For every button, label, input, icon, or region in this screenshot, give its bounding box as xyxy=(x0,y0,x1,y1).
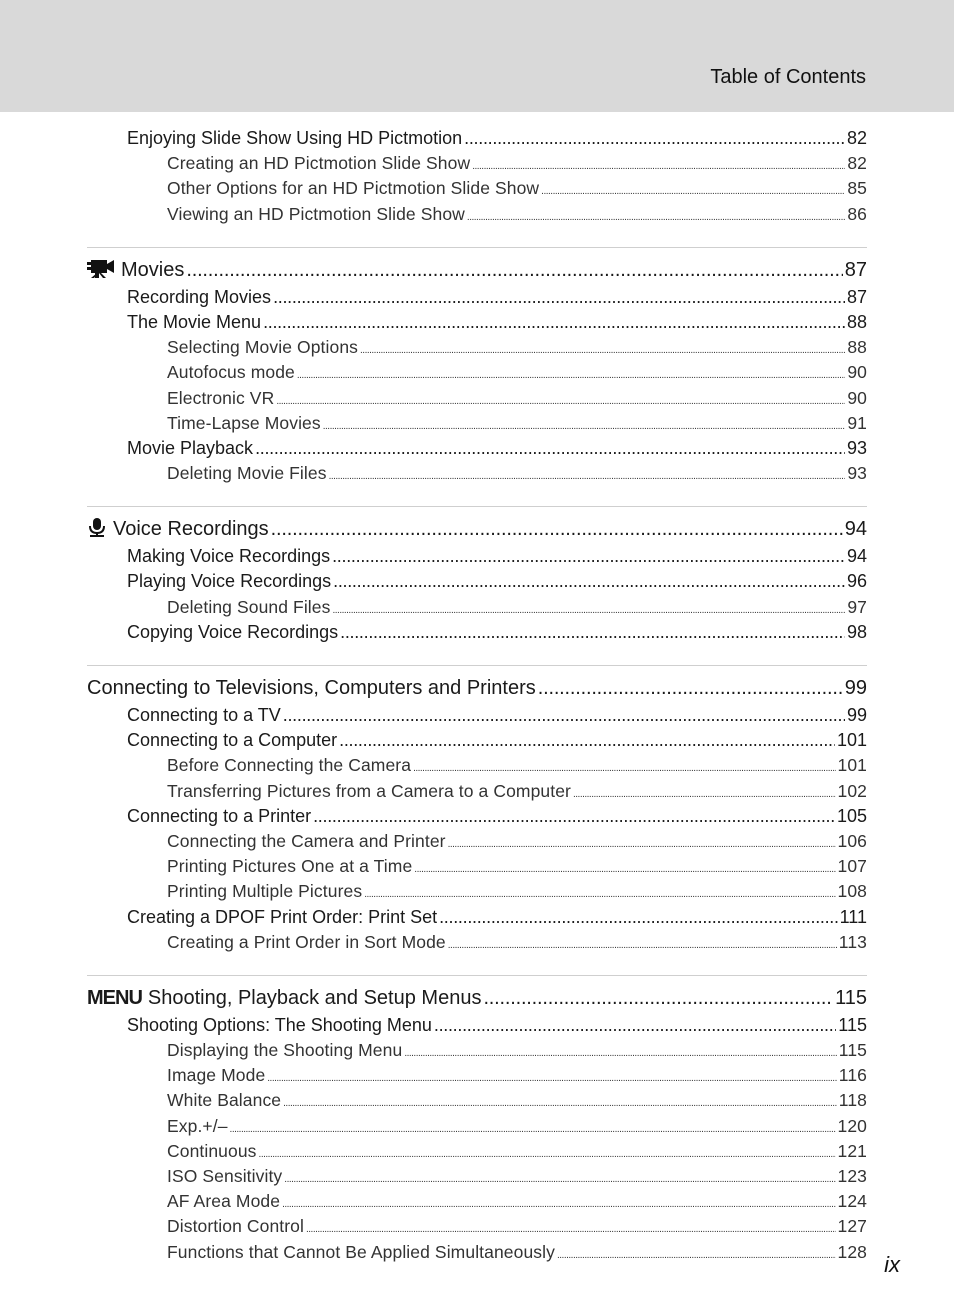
toc-entry-title: Playing Voice Recordings xyxy=(127,571,332,592)
toc-entry[interactable] xyxy=(87,202,867,227)
dot-leader xyxy=(186,256,842,285)
toc-entry-title: Copying Voice Recordings xyxy=(127,621,339,642)
toc-entry-page: 107 xyxy=(837,856,867,877)
dot-leader xyxy=(297,360,845,385)
toc-entry-page: 90 xyxy=(847,362,867,383)
toc-entry[interactable] xyxy=(87,753,867,778)
toc-entry-title: Voice Recordings xyxy=(113,518,269,541)
dot-leader xyxy=(306,1214,836,1239)
toc-entry-title: Autofocus mode xyxy=(167,362,295,383)
toc-entry[interactable] xyxy=(87,779,867,804)
toc-entry-page: 88 xyxy=(847,337,867,358)
toc-entry-page: 91 xyxy=(847,412,867,433)
dot-leader xyxy=(467,202,845,227)
dot-leader xyxy=(271,515,843,544)
toc-entry-title: Creating a Print Order in Sort Mode xyxy=(167,931,446,952)
toc-entry-title: Exp.+/– xyxy=(167,1115,228,1136)
toc-entry[interactable] xyxy=(87,126,867,151)
toc-entry-title: Deleting Sound Files xyxy=(167,596,331,617)
toc-entry[interactable] xyxy=(87,728,867,753)
toc-entry-title: Other Options for an HD Pictmotion Slide Show xyxy=(167,178,540,199)
dot-leader xyxy=(339,728,835,753)
toc-entry-page: 101 xyxy=(836,730,867,751)
toc-entry[interactable] xyxy=(87,436,867,461)
page-number: ix xyxy=(884,1252,900,1277)
toc-entry-page: 86 xyxy=(847,203,867,224)
toc-entry-title: Movie Playback xyxy=(127,437,254,458)
toc-entry-page: 101 xyxy=(837,755,867,776)
dot-leader xyxy=(413,753,835,778)
toc-entry[interactable] xyxy=(87,515,867,544)
toc-entry[interactable] xyxy=(87,569,867,594)
toc-entry[interactable] xyxy=(87,360,867,385)
dot-leader xyxy=(230,1114,836,1139)
toc-entry-page: 94 xyxy=(846,546,867,567)
toc-entry[interactable] xyxy=(87,1164,867,1189)
toc-entry-title: Viewing an HD Pictmotion Slide Show xyxy=(167,203,465,224)
dot-leader xyxy=(323,411,846,436)
section-divider xyxy=(87,975,867,976)
toc-entry-title: Shooting, Playback and Setup Menus xyxy=(147,986,482,1009)
toc-entry[interactable] xyxy=(87,411,867,436)
movie-camera-icon xyxy=(87,256,115,285)
toc-entry[interactable] xyxy=(87,829,867,854)
toc-entry[interactable] xyxy=(87,854,867,879)
toc-entry-page: 90 xyxy=(847,387,867,408)
toc-entry-page: 93 xyxy=(846,437,867,458)
toc-entry[interactable] xyxy=(87,256,867,285)
section-divider xyxy=(87,506,867,507)
toc-entry[interactable] xyxy=(87,703,867,728)
toc-entry-page: 98 xyxy=(846,621,867,642)
toc-entry[interactable] xyxy=(87,595,867,620)
toc-entry-title: AF Area Mode xyxy=(167,1191,281,1212)
toc-entry-page: 115 xyxy=(835,986,867,1009)
toc-entry-title: Functions that Cannot Be Applied Simultaneously xyxy=(167,1241,555,1262)
toc-entry-title: ISO Sensitivity xyxy=(167,1166,283,1186)
dot-leader xyxy=(333,569,845,594)
dot-leader xyxy=(283,1088,837,1113)
toc-entry[interactable] xyxy=(87,905,867,930)
toc-entry-page: 124 xyxy=(837,1191,867,1212)
toc-entry-page: 99 xyxy=(846,705,867,725)
toc-entry[interactable] xyxy=(87,310,867,335)
dot-leader xyxy=(434,1013,836,1038)
toc-entry[interactable] xyxy=(87,984,867,1013)
dot-leader xyxy=(448,930,837,955)
section-divider xyxy=(87,665,867,666)
toc-entry[interactable] xyxy=(87,674,867,703)
dot-leader xyxy=(414,854,835,879)
dot-leader xyxy=(332,595,845,620)
toc-entry-page: 127 xyxy=(837,1216,867,1237)
toc-entry-title: Time-Lapse Movies xyxy=(167,412,321,433)
toc-entry-page: 123 xyxy=(837,1166,867,1186)
toc-entry-title: Movies xyxy=(121,258,185,281)
dot-leader xyxy=(255,436,845,461)
toc-entry[interactable] xyxy=(87,1013,867,1038)
dot-leader xyxy=(276,386,845,411)
toc-entry-title: Transferring Pictures from a Camera to a Computer xyxy=(167,780,571,801)
toc-entry-page: 121 xyxy=(837,1140,867,1161)
toc-entry-page: 115 xyxy=(838,1014,867,1035)
toc-entry[interactable] xyxy=(87,620,867,645)
toc-entry-page: 88 xyxy=(846,311,867,332)
toc-entry-title: Printing Pictures One at a Time xyxy=(167,856,413,877)
toc-entry[interactable] xyxy=(87,285,867,310)
toc-entry[interactable] xyxy=(87,879,867,904)
dot-leader xyxy=(282,1189,835,1214)
toc-entry-page: 85 xyxy=(847,178,867,199)
toc-entry-title: Connecting to Televisions, Computers and Printers xyxy=(87,677,536,699)
microphone-icon xyxy=(87,515,107,544)
toc-entry-page: 113 xyxy=(838,931,867,952)
toc-entry-title: Making Voice Recordings xyxy=(127,546,331,567)
section-divider xyxy=(87,247,867,248)
toc-entry-title: Continuous xyxy=(167,1140,257,1161)
toc-entry-title: Enjoying Slide Show Using HD Pictmotion xyxy=(127,128,463,148)
dot-leader xyxy=(364,879,835,904)
dot-leader xyxy=(448,829,836,854)
toc-entry[interactable] xyxy=(87,461,867,486)
toc-entry[interactable] xyxy=(87,1240,867,1265)
toc-entry[interactable] xyxy=(87,1139,867,1164)
dot-leader xyxy=(472,151,845,176)
dot-leader xyxy=(573,779,836,804)
dot-leader xyxy=(284,1164,835,1189)
toc-entry-page: 82 xyxy=(846,128,867,148)
toc-entry-page: 115 xyxy=(838,1040,867,1061)
toc-entry-title: Shooting Options: The Shooting Menu xyxy=(127,1014,432,1035)
toc-entry-page: 120 xyxy=(837,1115,867,1136)
dot-leader xyxy=(538,674,843,703)
toc-entry-page: 82 xyxy=(847,153,867,174)
toc-entry-page: 99 xyxy=(844,677,867,699)
toc-entry-page: 93 xyxy=(847,463,867,484)
toc-entry[interactable] xyxy=(87,1189,867,1214)
dot-leader xyxy=(464,126,845,151)
table-of-contents xyxy=(87,126,867,1265)
header-band xyxy=(0,0,954,112)
dot-leader xyxy=(340,620,845,645)
toc-entry-title: Distortion Control xyxy=(167,1216,304,1237)
dot-leader xyxy=(439,905,838,930)
dot-leader xyxy=(329,461,846,486)
toc-entry[interactable] xyxy=(87,386,867,411)
toc-entry-title: Creating an HD Pictmotion Slide Show xyxy=(167,153,471,174)
dot-leader xyxy=(332,544,845,569)
toc-entry[interactable] xyxy=(87,804,867,829)
toc-entry-title: Connecting to a TV xyxy=(127,705,281,725)
dot-leader xyxy=(360,335,845,360)
menu-icon: MENU xyxy=(87,986,142,1009)
toc-entry[interactable] xyxy=(87,1038,867,1063)
toc-entry-page: 97 xyxy=(847,596,867,617)
toc-entry-page: 94 xyxy=(844,518,867,541)
dot-leader xyxy=(259,1139,836,1164)
toc-entry-page: 111 xyxy=(839,906,867,927)
toc-entry[interactable] xyxy=(87,151,867,176)
toc-entry-title: Displaying the Shooting Menu xyxy=(167,1040,403,1061)
toc-entry[interactable] xyxy=(87,1214,867,1239)
toc-entry-title: The Movie Menu xyxy=(127,311,262,332)
toc-entry-title: White Balance xyxy=(167,1090,282,1111)
toc-entry-title: Creating a DPOF Print Order: Print Set xyxy=(127,906,438,927)
toc-entry-title: Connecting to a Computer xyxy=(127,730,338,751)
toc-entry-title: Before Connecting the Camera xyxy=(167,755,412,776)
toc-entry-title: Electronic VR xyxy=(167,387,275,408)
toc-entry-page: 118 xyxy=(838,1090,867,1111)
toc-entry[interactable] xyxy=(87,1114,867,1139)
toc-entry-title: Deleting Movie Files xyxy=(167,463,327,484)
toc-entry-page: 102 xyxy=(837,780,867,801)
header-title: Table of Contents xyxy=(710,66,866,88)
dot-leader xyxy=(283,703,845,728)
dot-leader xyxy=(313,804,835,829)
dot-leader xyxy=(404,1038,836,1063)
toc-entry[interactable] xyxy=(87,335,867,360)
dot-leader xyxy=(483,984,833,1013)
toc-entry[interactable] xyxy=(87,1063,867,1088)
toc-entry-page: 87 xyxy=(844,258,867,281)
dot-leader xyxy=(557,1240,836,1265)
toc-entry[interactable] xyxy=(87,930,867,955)
toc-entry-page: 96 xyxy=(846,571,867,592)
toc-entry-title: Recording Movies xyxy=(127,286,272,307)
toc-entry-page: 108 xyxy=(837,881,867,902)
toc-entry[interactable] xyxy=(87,544,867,569)
toc-entry-page: 128 xyxy=(837,1241,867,1262)
dot-leader xyxy=(541,176,845,201)
toc-entry-title: Connecting to a Printer xyxy=(127,805,312,826)
dot-leader xyxy=(263,310,845,335)
dot-leader xyxy=(273,285,845,310)
toc-entry-title: Image Mode xyxy=(167,1065,266,1086)
toc-entry[interactable] xyxy=(87,176,867,201)
toc-entry[interactable] xyxy=(87,1088,867,1113)
toc-entry-page: 105 xyxy=(836,805,867,826)
toc-entry-page: 87 xyxy=(846,286,867,307)
toc-entry-title: Connecting the Camera and Printer xyxy=(167,830,446,851)
dot-leader xyxy=(267,1063,837,1088)
toc-entry-page: 106 xyxy=(837,830,867,851)
toc-entry-page: 116 xyxy=(838,1065,867,1086)
toc-entry-title: Selecting Movie Options xyxy=(167,337,359,358)
toc-entry-title: Printing Multiple Pictures xyxy=(167,881,363,902)
